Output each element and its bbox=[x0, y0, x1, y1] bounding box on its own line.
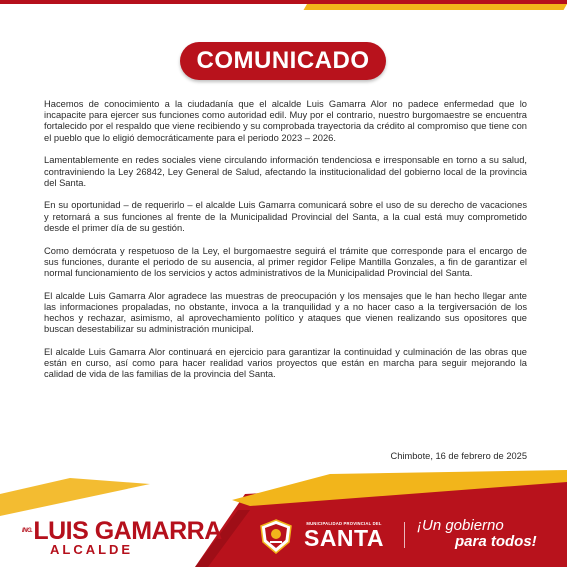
slogan-line-1: ¡Un gobierno bbox=[417, 517, 504, 534]
paragraph-5: El alcalde Luis Gamarra Alor agradece las muestras de preocupación y los mensajes que le han hecho llegar ante las informaciones propaladas, no obstante, invoca a la tranquilidad y a no hacer caso a la tergiversación de los hechos y rechazar, asimismo, al aprovechamiento político y ataques que vienen realizando sus opositores que buscan desestabilizar su administración municipal. bbox=[44, 290, 527, 335]
brand-role: ALCALDE bbox=[50, 542, 134, 557]
page-title: COMUNICADO bbox=[196, 47, 370, 74]
paragraph-6: El alcalde Luis Gamarra Alor continuará en ejercicio para garantizar la continuidad y culminación de las obras que están en curso, así como para hacer realidad varios proyectos que están en marcha para seguir mejorando la calidad de vida de las familias de la provincia del Santa. bbox=[44, 346, 527, 380]
date-line: Chimbote, 16 de febrero de 2025 bbox=[390, 451, 527, 461]
paragraph-2: Lamentablemente en redes sociales viene circulando información tendenciosa e irresponsable en torno a su salud, contraviniendo la Ley 26842, Ley General de Salud, afectando la institucionalidad del gobierno local de la provincia del Santa. bbox=[44, 155, 527, 188]
brand-name-text: LUIS GAMARRA bbox=[33, 517, 222, 545]
title-banner bbox=[180, 42, 386, 80]
brand-name bbox=[22, 519, 222, 544]
municipal-crest-icon bbox=[258, 518, 294, 554]
footer-divider bbox=[404, 522, 405, 548]
municipality-name: SANTA bbox=[303, 525, 384, 551]
paragraph-3: En su oportunidad – de requerirlo – el alcalde Luis Gamarra comunicará sobre el uso de su derecho de vacaciones y retornará a sus funciones al frente de la Municipalidad Provincial del Santa, a la cual está muy comprometido desde el primer día de su gestión. bbox=[44, 200, 527, 233]
paragraph-1: Hacemos de conocimiento a la ciudadanía que el alcalde Luis Gamarra Alor no padece enfermedad que lo incapacite para ejercer sus funciones como autoridad edil. Muy por el contrario, nuestro burgomaestre se encuentra fortalecido por el respaldo que viene recibiendo y su comprobada trayectoria da crédito al compromiso que tiene con el pueblo que lo eligió democráticamente para el periodo 2023 – 2026. bbox=[44, 99, 527, 143]
brand-prefix: ING. bbox=[22, 528, 33, 534]
paragraph-4: Como demócrata y respetuoso de la Ley, el burgomaestre seguirá el trámite que corresponde para el encargo de sus funciones, durante el periodo de su ausencia, al primer regidor Felipe Mantilla Gonzales, a fin de garantizar el normal funcionamiento de los servicios y actos administrativos de la Municipalidad Provincial del Santa. bbox=[44, 245, 527, 278]
communique-body bbox=[44, 99, 527, 392]
municipality-label: MUNICIPALIDAD PROVINCIAL DEL bbox=[306, 521, 382, 526]
top-gold-stripe bbox=[304, 4, 567, 10]
top-accent-bar bbox=[0, 0, 567, 10]
slogan-line-2: para todos! bbox=[455, 533, 537, 550]
